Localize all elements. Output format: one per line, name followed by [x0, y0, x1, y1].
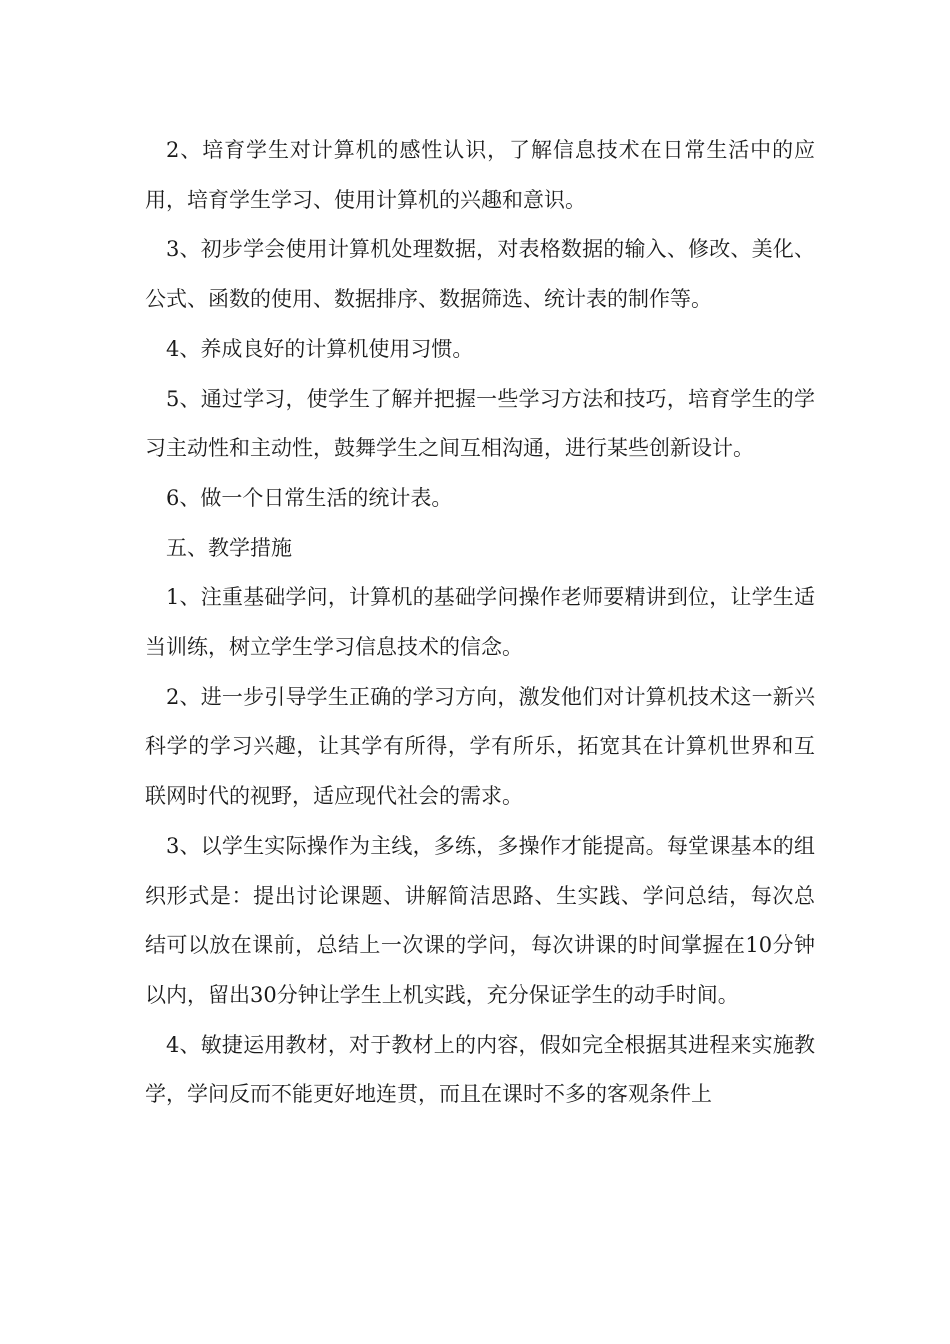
paragraph-measure-3: 3、以学生实际操作为主线，多练，多操作才能提高。每堂课基本的组织形式是：提出讨论课题、讲解简洁思路、生实践、学问总结，每次总结可以放在课前，总结上一次课的学问，每次讲课的时间掌握在10分钟以内，留出30分钟让学生上机实践，充分保证学生的动手时间。 [145, 833, 815, 1007]
paragraph-goal-5: 5、通过学习，使学生了解并把握一些学习方法和技巧，培育学生的学习主动性和主动性，鼓舞学生之间互相沟通，进行某些创新设计。 [145, 386, 815, 461]
section-heading: 五、教学措施 [166, 535, 292, 560]
paragraph-goal-2: 2、培育学生对计算机的感性认识，了解信息技术在日常生活中的应用，培育学生学习、使用计算机的兴趣和意识。 [145, 138, 815, 212]
paragraph-goal-6: 6、做一个日常生活的统计表。 [166, 485, 453, 510]
paragraph-measure-4: 4、敏捷运用教材，对于教材上的内容，假如完全根据其进程来实施教学，学问反而不能更好地连贯，而且在课时不多的客观条件上 [145, 1032, 815, 1107]
document-body [145, 126, 815, 1120]
paragraph-goal-4: 4、养成良好的计算机使用习惯。 [166, 336, 474, 361]
paragraph-measure-1: 1、注重基础学问，计算机的基础学问操作老师要精讲到位，让学生适当训练，树立学生学习信息技术的信念。 [145, 585, 815, 660]
paragraph-measure-2: 2、进一步引导学生正确的学习方向，激发他们对计算机技术这一新兴科学的学习兴趣，让其学有所得，学有所乐，拓宽其在计算机世界和互联网时代的视野，适应现代社会的需求。 [145, 684, 815, 809]
paragraph-goal-3: 3、初步学会使用计算机处理数据，对表格数据的输入、修改、美化、公式、函数的使用、数据排序、数据筛选、统计表的制作等。 [145, 237, 815, 312]
